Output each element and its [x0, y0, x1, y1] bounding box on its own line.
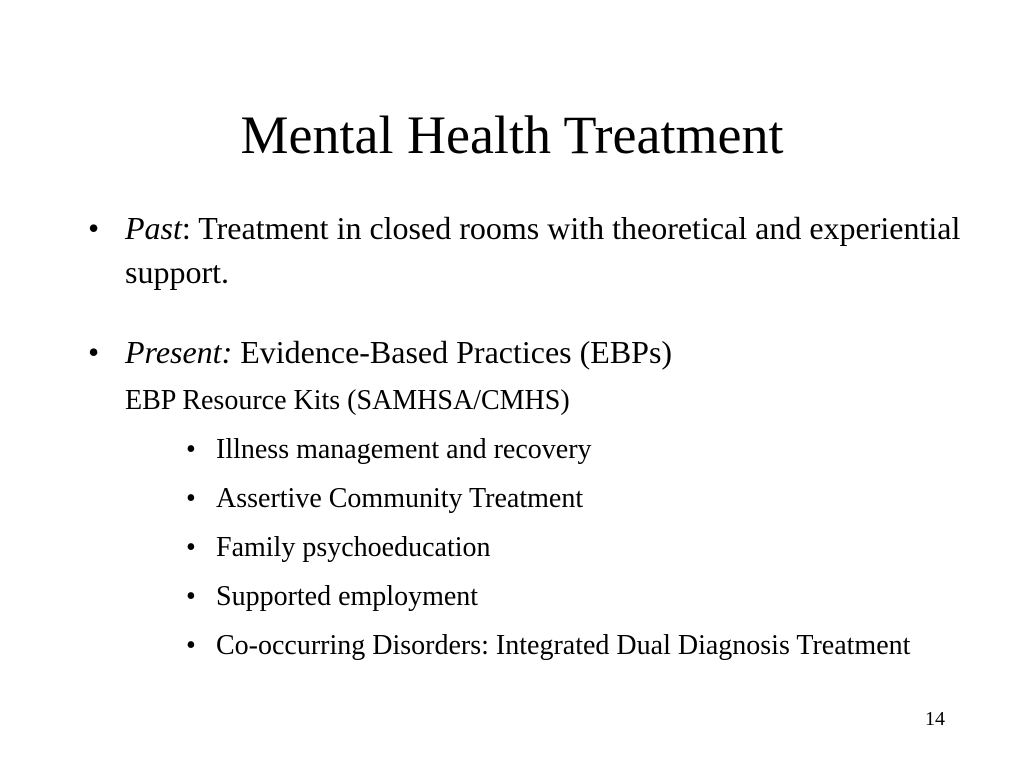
bullet-icon: • [88, 210, 100, 246]
bullet-text [125, 330, 985, 374]
bullet-icon: • [186, 483, 196, 514]
bullet-body: Treatment in closed rooms with theoretical and experiential support. [125, 210, 961, 290]
sub-bullet-item [186, 528, 946, 568]
sub-bullet-item [186, 626, 946, 666]
bullet-icon: • [186, 581, 196, 612]
bullet-icon: • [186, 532, 196, 563]
page-number: 14 [925, 708, 945, 730]
sub-bullet-text: Illness management and recovery [216, 434, 592, 465]
sub-bullet-text: Supported employment [216, 581, 479, 612]
sub-bullet-item [186, 430, 946, 470]
bullet-icon: • [186, 434, 196, 465]
sub-heading: EBP Resource Kits (SAMHSA/CMHS) [125, 385, 570, 416]
bullet-item-past [88, 206, 978, 296]
bullet-text [125, 206, 985, 294]
sub-bullet-item [186, 577, 946, 617]
bullet-lead-suffix: : [181, 210, 199, 246]
bullet-item-present [88, 330, 978, 374]
sub-bullet-text: Co-occurring Disorders: Integrated Dual Diagnosis Treatment [216, 630, 911, 661]
slide-title: Mental Health Treatment [240, 105, 784, 165]
bullet-lead: Past [125, 210, 182, 246]
sub-bullet-item [186, 479, 946, 519]
bullet-body: Evidence-Based Practices (EBPs) [240, 334, 673, 370]
sub-bullet-list [186, 430, 946, 675]
bullet-icon: • [186, 630, 196, 661]
bullet-lead: Present: [125, 334, 233, 370]
sub-bullet-text: Assertive Community Treatment [216, 483, 584, 514]
sub-bullet-text: Family psychoeducation [216, 532, 491, 563]
bullet-icon: • [88, 334, 100, 370]
